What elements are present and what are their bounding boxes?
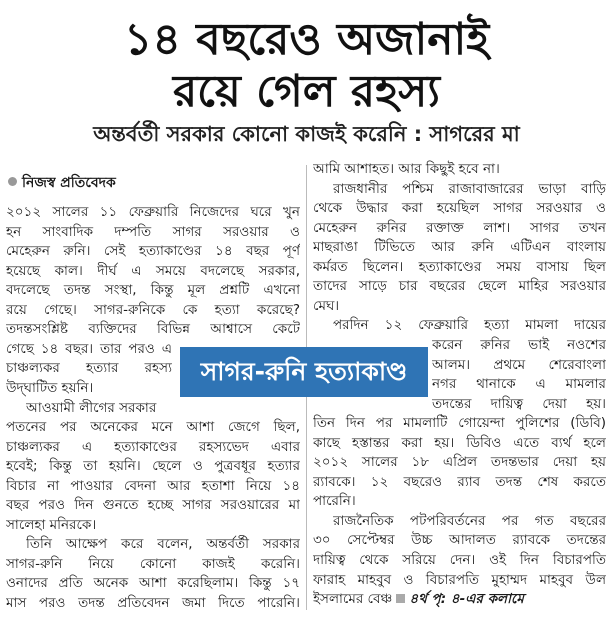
text-line-content: রাজনৈতিক পটপরিবর্তনের পর গত বছরের (333, 512, 606, 529)
text-line (6, 418, 300, 437)
text-line (313, 590, 606, 609)
text-line-content: মাস পরও তদন্ত প্রতিবেদন জমা দিতে পারেনি। (6, 595, 300, 611)
byline (8, 173, 116, 193)
text-line (6, 242, 300, 261)
text-line-content: হবেই; কিন্তু তা হয়নি। ছেলে ও পুত্রবধূর হত্যার (6, 458, 300, 475)
byline-text: নিজস্ব প্রতিবেদক (22, 175, 116, 191)
continued-on-page: ৪র্থ পৃ: ৪-এর কলামে (409, 591, 524, 608)
highlight-box: সাগর-রুনি হত্যাকাণ্ড (180, 347, 428, 397)
text-line (313, 297, 606, 316)
text-line-content: আলম। প্রথমে শেরেবাংলা (432, 356, 606, 373)
text-line (313, 258, 606, 277)
headline-line-2: রয়ে গেল রহস্য (172, 66, 441, 117)
text-line-content: ইসলামের বেঞ্চ (313, 591, 393, 608)
text-line-content: উদ্‌ঘাটিত হয়নি। (6, 379, 94, 396)
text-line-content: থেকে উদ্ধার করা হয়েছিল সাগর সরওয়ার ও (313, 200, 606, 217)
text-line (313, 414, 606, 433)
text-line-content: ওনাদের প্রতি অনেক আশা করেছিলাম। কিন্তু ১৭ (6, 575, 300, 592)
text-line (313, 531, 606, 550)
text-line-content: মেহেরুন রুনি। সেই হত্যাকাণ্ডের ১৪ বছর পূর্ণ (6, 243, 300, 260)
text-line-content: সাগর-রুনি নিয়ে কোনো কাজই করেনি। (6, 555, 300, 572)
text-line (313, 434, 606, 453)
text-line (313, 219, 606, 238)
text-line (6, 574, 300, 593)
text-line-content: বদলেছে তদন্ত সংস্থা, কিন্তু মূল প্রশ্নটি এখনো (6, 282, 300, 299)
text-line-content: তিন দিন পর মামলাটি গোয়েন্দা পুলিশের (ডিবি) (313, 415, 606, 432)
text-line-content: কাছে হস্তান্তর করা হয়। ডিবিও এতে ব্যর্থ হলে (313, 434, 606, 451)
text-line-content: ২০১২ সালের ১১ ফেব্রুয়ারি নিজেদের ঘরে খুন (6, 204, 300, 220)
text-line-content: পতনের পর অনেকের মনে আশা জেগে ছিল, (6, 419, 300, 436)
text-line (432, 356, 606, 375)
text-line-content: কর্মরত ছিলেন। হত্যাকাণ্ডের সময় বাসায় ছিল (313, 258, 606, 275)
text-line-content: নগর থানাকে এ মামলার (432, 376, 606, 393)
text-line (432, 336, 606, 355)
text-line (313, 453, 606, 472)
text-line-content: পারেনি। (313, 493, 356, 510)
text-line (432, 375, 606, 394)
text-line (333, 512, 606, 531)
text-line-content: ফারাহ মাহবুব ও বিচারপতি মুহাম্মদ মাহবুব উল (313, 571, 606, 588)
text-line-content: তদন্তের দায়িত্ব দেয়া হয়। (432, 395, 606, 412)
text-line (6, 594, 300, 613)
text-line-content: তদন্তসংশ্লিষ্ট ব্যক্তিদের বিভিন্ন আশ্বাসে কেটে (6, 321, 300, 338)
text-line-content: মেহেরুন রুনির রক্তাক্ত লাশ। সাগর তখন (313, 219, 606, 236)
text-line-content: রয়ে গেছে। সাগর-রুনিকে কে হত্যা করেছে? (6, 301, 300, 318)
text-line (6, 262, 300, 281)
text-line (6, 496, 300, 515)
text-line (6, 477, 300, 496)
headline-line-1: ১৪ বছরেও অজানাই (123, 14, 490, 65)
text-line (313, 277, 606, 296)
text-line-content: তিনি আক্ষেপ করে বলেন, অন্তর্বর্তী সরকার (26, 536, 300, 553)
square-bullet-icon (396, 594, 405, 603)
text-line (26, 535, 300, 554)
text-line (313, 551, 606, 570)
bullet-icon (8, 177, 17, 186)
text-line (333, 180, 606, 199)
text-line (6, 203, 300, 222)
text-line-content: র‍্যাবকে। ১২ বছরেও র‍্যাব তদন্ত শেষ করতে (313, 473, 606, 490)
text-line-content: মাছরাঙা টিভিতে আর রুনি এটিএন বাংলায় (313, 239, 606, 256)
text-line (6, 320, 300, 339)
text-line (313, 492, 606, 511)
text-line (26, 399, 172, 418)
text-line (313, 238, 606, 257)
text-line (6, 438, 300, 457)
text-line (432, 395, 606, 414)
text-line (313, 473, 606, 492)
text-line (6, 379, 172, 398)
text-line-content: চাঞ্চল্যকর এ হত্যাকাণ্ডের রহস্যভেদ এবার (6, 438, 300, 455)
subheadline: অন্তর্বর্তী সরকার কোনো কাজই করেনি : সাগরের মা (93, 122, 520, 146)
text-line-content: হয়েছে কাল। দীর্ঘ এ সময়ে বদলেছে সরকার, (6, 262, 300, 279)
text-line-content: করেন রুনির ভাই নওশের (432, 336, 606, 353)
text-line-content: বিচার না পাওয়ার বেদনা আর হতাশা নিয়ে ১৪ (6, 477, 300, 494)
text-line (313, 571, 606, 590)
text-line-content: গেছে ১৪ বছর। তার পরও এ (6, 340, 172, 357)
text-line-content: ৩০ সেপ্টেম্বর উচ্চ আদালত র‍্যাবকে তদন্তের (313, 532, 606, 549)
text-line (6, 555, 300, 574)
text-line (6, 359, 172, 378)
text-line-content: চাঞ্চল্যকর হত্যার রহস্য (6, 360, 172, 377)
text-line-content: বছর পরও দিন গুনতে হচ্ছে সাগর সরওয়ারের মা (6, 497, 300, 514)
text-line (6, 301, 300, 320)
text-line (333, 316, 606, 335)
text-line (6, 340, 172, 359)
text-line (6, 281, 300, 300)
text-line-content: পরদিন ১২ ফেব্রুয়ারি হত্যা মামলা দায়ের (333, 317, 606, 334)
text-line-content: সালেহা মনিরকে। (6, 516, 97, 533)
text-line-content: তাদের সাড়ে চার বছরের ছেলে মাহির সরওয়ার (313, 278, 606, 295)
text-line-content: হন সাংবাদিক দম্পতি সাগর সরওয়ার ও (6, 223, 300, 240)
text-line (6, 457, 300, 476)
text-line (6, 223, 300, 242)
text-line (313, 160, 606, 179)
text-line-content: আওয়ামী লীগের সরকার (26, 399, 157, 416)
text-line-content: মেঘ। (313, 297, 340, 314)
text-line (313, 199, 606, 218)
text-line (6, 516, 300, 535)
text-line-content: রাজধানীর পশ্চিম রাজাবাজারের ভাড়া বাড়ি (333, 180, 606, 197)
text-line-content: আমি আশাহত। আর কিছুই হবে না। (313, 161, 500, 177)
text-line-content: দায়িত্ব থেকে সরিয়ে দেন। ওই দিন বিচারপতি (313, 552, 606, 568)
text-line-content: ২০১২ সালের ১৮ এপ্রিল তদন্তভার দেয়া হয় (313, 454, 606, 471)
